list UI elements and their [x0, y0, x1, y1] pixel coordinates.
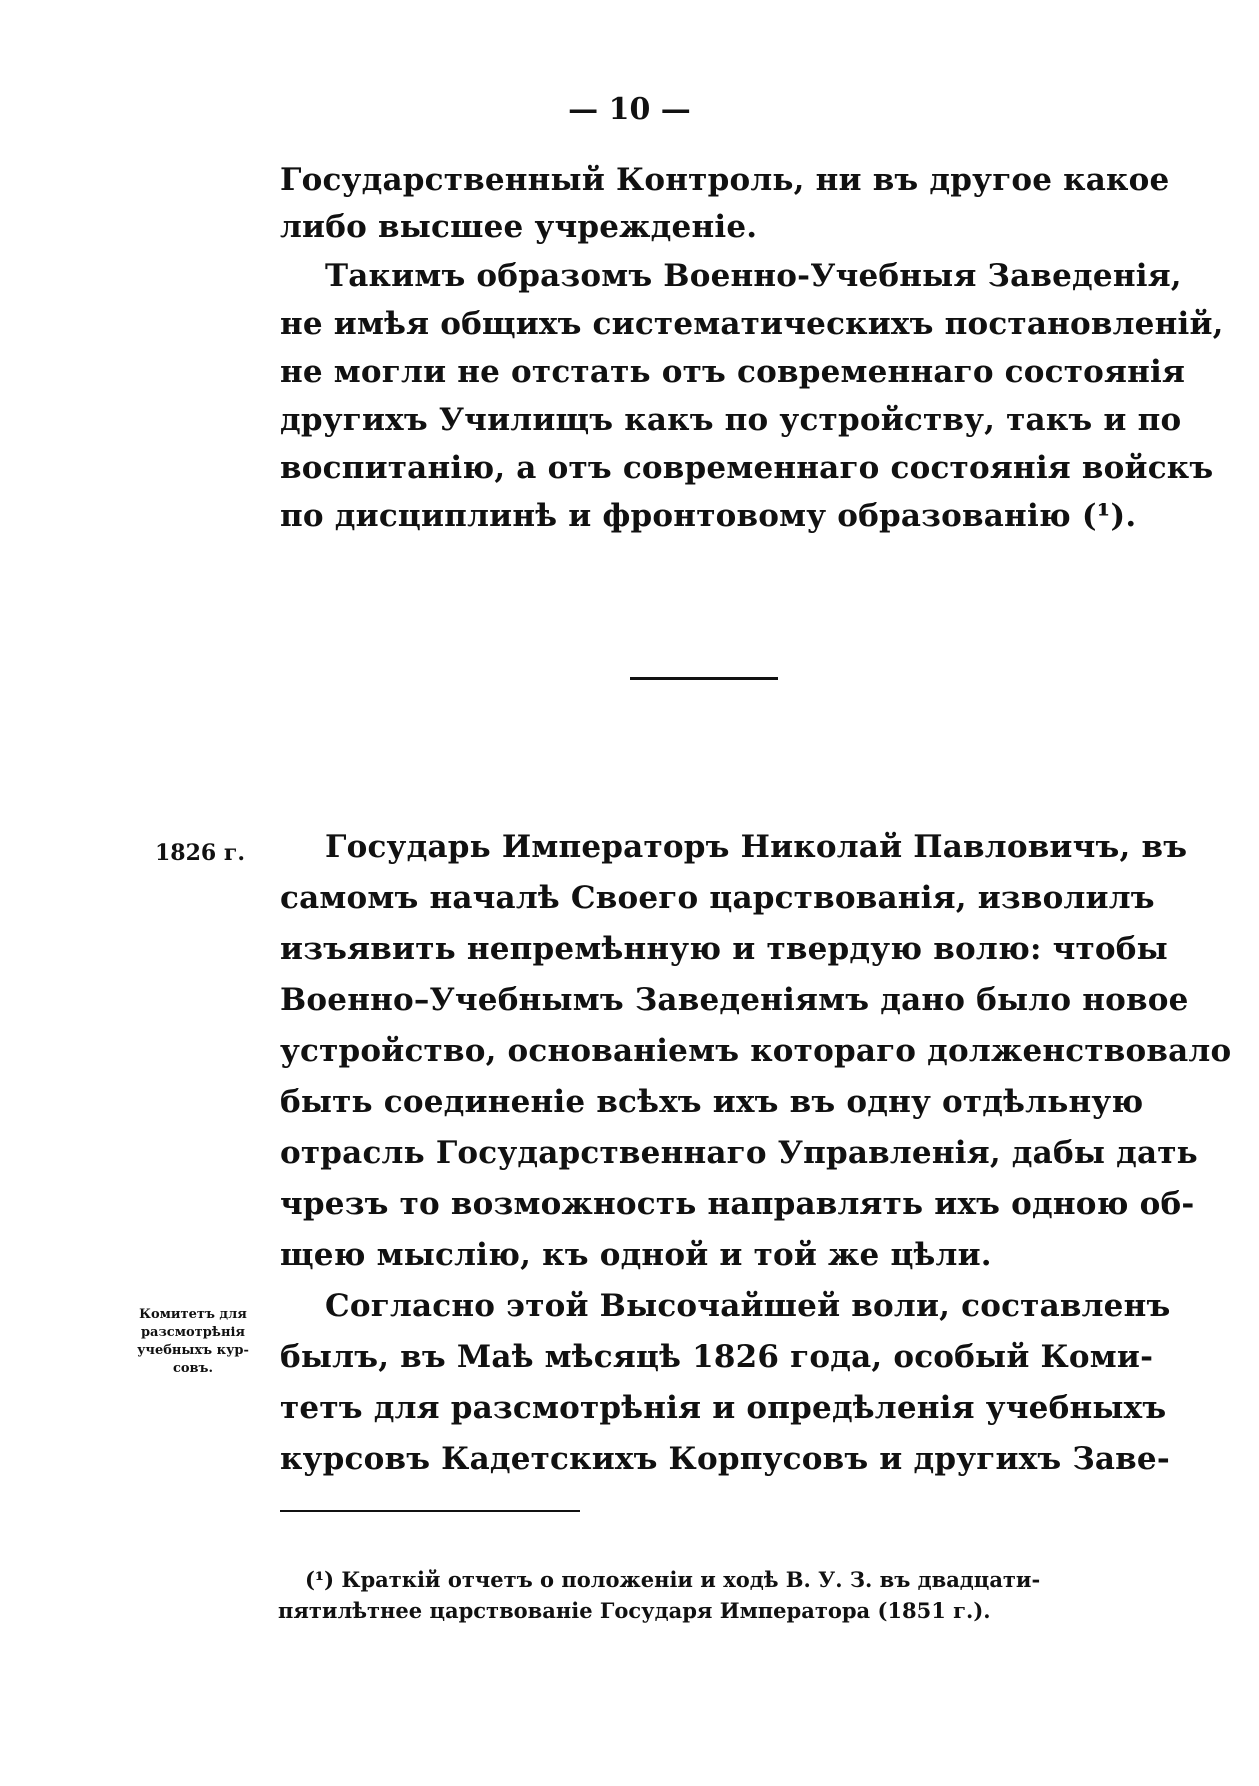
- text-line: Военно–Учебнымъ Заведеніямъ дано было новое: [280, 982, 1189, 1018]
- sidenote-line: разсмотрѣнія: [140, 1325, 246, 1340]
- text-line: чрезъ то возможность направлять ихъ одною об-: [280, 1186, 1195, 1222]
- text-line: другихъ Училищъ какъ по устройству, такъ и по: [280, 402, 1182, 438]
- text-line: либо высшее учрежденіе.: [280, 209, 758, 245]
- text-line: устройство, основаніемъ котораго долженствовало: [280, 1033, 1232, 1069]
- text-line: воспитанію, а отъ современнаго состоянія войскъ: [280, 450, 1214, 486]
- text-line: изъявить непремѣнную и твердую волю: чтобы: [280, 931, 1168, 967]
- text-line: не могли не отстать отъ современнаго состоянія: [280, 354, 1186, 390]
- footnote-rule: [280, 1510, 580, 1512]
- text-line: былъ, въ Маѣ мѣсяцѣ 1826 года, особый Коми-: [280, 1339, 1154, 1375]
- text-line: быть соединеніе всѣхъ ихъ въ одну отдѣльную: [280, 1084, 1144, 1120]
- sidenote-line: учебныхъ кур-: [137, 1343, 249, 1358]
- text-line: курсовъ Кадетскихъ Корпусовъ и другихъ Заве-: [280, 1441, 1170, 1477]
- text-line: не имѣя общихъ систематическихъ постановленій,: [280, 306, 1224, 342]
- footnote-line: (¹) Краткій отчетъ о положеніи и ходѣ В. У. З. въ двадцати-: [305, 1567, 1041, 1592]
- text-line: по дисциплинѣ и фронтовому образованію (¹).: [280, 498, 1137, 534]
- sidenote-line: Комитетъ для: [139, 1307, 247, 1322]
- text-line: щею мыслію, къ одной и той же цѣли.: [280, 1237, 992, 1273]
- text-line: самомъ началѣ Своего царствованія, изволилъ: [280, 880, 1155, 916]
- text-line: тетъ для разсмотрѣнія и опредѣленія учебныхъ: [280, 1390, 1167, 1426]
- text-line: отрасль Государственнаго Управленія, дабы дать: [280, 1135, 1198, 1171]
- footnote-line: пятилѣтнее царствованіе Государя Императора (1851 г.).: [278, 1598, 991, 1623]
- section-divider: [630, 677, 778, 680]
- page-number: — 10 —: [568, 92, 691, 127]
- margin-year: 1826 г.: [155, 840, 246, 866]
- margin-sidenote: [118, 1306, 268, 1378]
- sidenote-line: совъ.: [172, 1361, 214, 1376]
- text-line: Государственный Контроль, ни въ другое какое: [280, 162, 1170, 198]
- text-line: Такимъ образомъ Военно-Учебныя Заведенія,: [325, 258, 1182, 294]
- text-line: Согласно этой Высочайшей воли, составленъ: [325, 1288, 1171, 1324]
- text-line: Государь Императоръ Николай Павловичъ, въ: [325, 829, 1188, 865]
